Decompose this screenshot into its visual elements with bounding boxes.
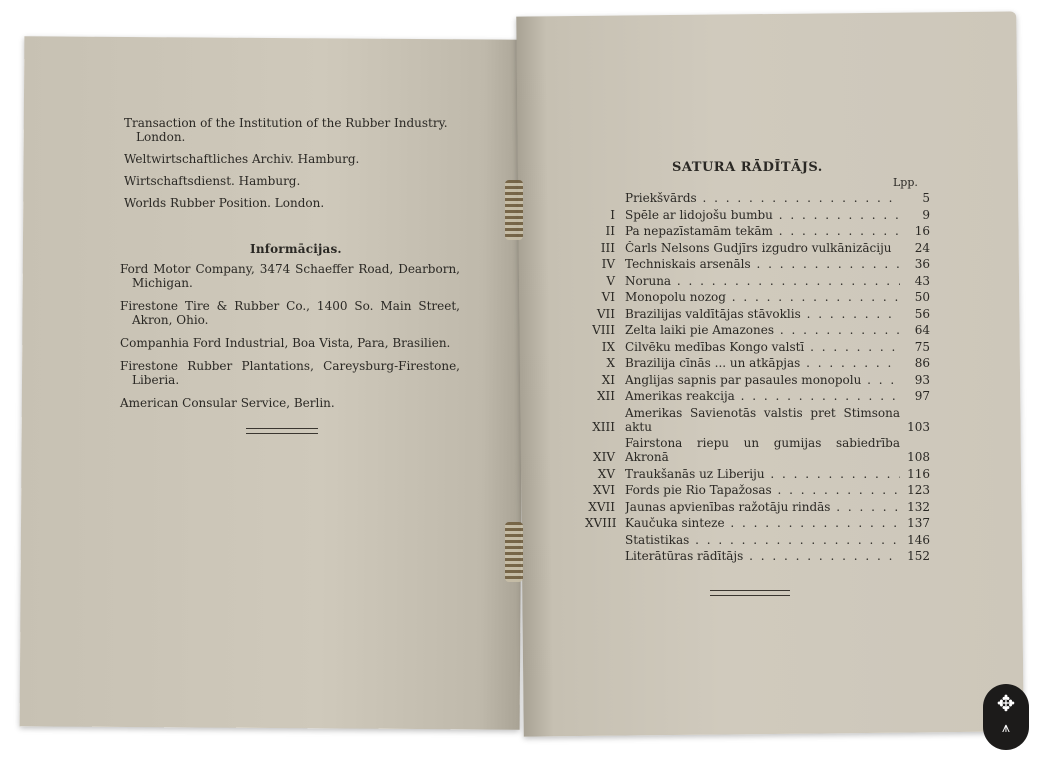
toc-row xyxy=(585,323,930,337)
toc-page-number: 50 xyxy=(914,290,930,304)
toc-row xyxy=(585,389,930,403)
toc-row xyxy=(585,340,930,354)
divider-rule-right xyxy=(710,590,790,596)
toc-page-number: 132 xyxy=(907,499,930,514)
toc-chapter-number: XIV xyxy=(593,450,615,464)
toc-chapter-title: Traukšanās uz Liberiju . . . xyxy=(625,467,900,481)
toc-chapter-title: Zelta laiki pie Amazones . . . xyxy=(625,323,900,337)
toc-row xyxy=(585,224,930,238)
toc-chapter-number: XV xyxy=(597,466,615,481)
toc-chapter-number: VI xyxy=(601,290,615,304)
toc-page-number: 93 xyxy=(914,372,930,387)
toc-row xyxy=(585,373,930,387)
toc-row xyxy=(585,500,930,514)
bibliography-item: Wirtschaftsdienst. Hamburg. xyxy=(124,174,301,188)
info-list xyxy=(120,262,460,419)
binding-thread-bottom xyxy=(505,522,523,582)
toc-row xyxy=(585,533,930,547)
toc-row xyxy=(585,290,930,304)
toc-chapter-number: XII xyxy=(596,389,615,403)
toc-chapter-title: Pa nepazīstamām tekām . . . xyxy=(625,224,900,238)
table-of-contents xyxy=(585,191,930,566)
toc-chapter-title: Amerikas reakcija . . . xyxy=(625,389,900,403)
toc-row xyxy=(585,483,930,497)
toc-chapter-number: II xyxy=(605,224,615,238)
toc-chapter-title: Kaučuka sinteze . . . xyxy=(625,516,900,530)
toc-chapter-title: Amerikas Savienotās valstis pret Stimsona aktu xyxy=(625,405,900,434)
toc-chapter-number: IX xyxy=(601,339,615,354)
toc-chapter-title: Monopolu nozog . . . xyxy=(625,290,900,304)
toc-chapter-title: Techniskais arsenāls . . . xyxy=(625,257,900,271)
toc-row xyxy=(585,241,930,255)
bibliography-item: Weltwirtschaftliches Archiv. Hamburg. xyxy=(124,152,360,166)
divider-rule-left xyxy=(246,428,318,434)
toc-page-number: 123 xyxy=(907,483,930,497)
toc-chapter-title: Fords pie Rio Tapažosas . . . xyxy=(625,483,900,497)
toc-page-number: 64 xyxy=(914,323,930,337)
toc-row xyxy=(585,436,930,464)
bibliography-item: Transaction of the Institution of the Rubber Industry. London. xyxy=(124,116,448,144)
info-heading: Informācijas. xyxy=(250,242,342,256)
info-item: Firestone Rubber Plantations, Careysburg-Firestone, Liberia. xyxy=(120,359,460,387)
toc-chapter-number: XVII xyxy=(588,499,615,514)
toc-page-number: 146 xyxy=(907,532,930,547)
toc-page-number: 5 xyxy=(922,191,930,205)
toc-page-number: 86 xyxy=(914,356,930,370)
toc-chapter-number: VIII xyxy=(592,323,615,337)
info-item: Firestone Tire & Rubber Co., 1400 So. Main Street, Akron, Ohio. xyxy=(120,299,460,327)
toc-row xyxy=(585,274,930,288)
watermark-logo xyxy=(983,684,1029,750)
toc-chapter-title: Jaunas apvienības ražotāju rindās . . . xyxy=(625,500,900,514)
toc-chapter-number: III xyxy=(600,240,615,255)
toc-chapter-number: VII xyxy=(596,306,615,321)
toc-page-number: 116 xyxy=(907,466,930,481)
toc-title: SATURA RĀDĪTĀJS. xyxy=(672,160,823,175)
toc-row xyxy=(585,208,930,222)
toc-page-number: 36 xyxy=(914,257,930,271)
toc-row xyxy=(585,191,930,205)
toc-page-number: 137 xyxy=(907,516,930,530)
toc-chapter-number: XVIII xyxy=(585,516,617,530)
toc-page-number: 108 xyxy=(907,450,930,464)
binding-thread-top xyxy=(505,180,523,240)
toc-chapter-title: Fairstona riepu un gumijas sabiedrība Akronā xyxy=(625,436,900,464)
toc-page-number: 56 xyxy=(914,306,930,321)
toc-chapter-title: Statistikas . . . xyxy=(625,533,900,547)
toc-row xyxy=(585,257,930,271)
toc-page-number: 16 xyxy=(914,224,930,238)
info-item: Companhia Ford Industrial, Boa Vista, Para, Brasilien. xyxy=(120,336,451,350)
toc-page-number: 43 xyxy=(914,273,930,288)
info-item: American Consular Service, Berlin. xyxy=(120,396,335,410)
toc-row xyxy=(585,356,930,370)
toc-chapter-title: Spēle ar lidojošu bumbu . . . xyxy=(625,208,900,222)
toc-page-number: 9 xyxy=(922,207,930,222)
toc-page-label: Lpp. xyxy=(893,176,918,189)
toc-chapter-title: Noruna . . . xyxy=(625,274,900,288)
toc-page-number: 97 xyxy=(914,389,930,403)
toc-chapter-title: Brazilijas valdītājas stāvoklis . . . xyxy=(625,307,900,321)
ornament-icon: ✥ xyxy=(996,692,1016,717)
bibliography-list xyxy=(124,116,464,218)
toc-chapter-number: X xyxy=(606,356,615,370)
toc-chapter-number: V xyxy=(606,273,615,288)
toc-page-number: 24 xyxy=(914,240,930,255)
info-item: Ford Motor Company, 3474 Schaeffer Road, Dearborn, Michigan. xyxy=(120,262,460,290)
ornament-mark-icon: ⩚ xyxy=(1002,720,1010,736)
toc-chapter-number: I xyxy=(610,207,615,222)
toc-row xyxy=(585,406,930,434)
toc-row xyxy=(585,549,930,563)
toc-chapter-title: Priekšvārds . . . xyxy=(625,191,900,205)
toc-chapter-title: Literātūras rādītājs . . . xyxy=(625,549,900,563)
toc-row xyxy=(585,307,930,321)
toc-row xyxy=(585,516,930,530)
toc-page-number: 75 xyxy=(914,339,930,354)
toc-chapter-title: Brazilija cīnās ... un atkāpjas . . . xyxy=(625,356,900,370)
bibliography-item: Worlds Rubber Position. London. xyxy=(124,196,325,210)
toc-page-number: 152 xyxy=(907,549,930,563)
toc-chapter-number: XIII xyxy=(592,419,615,434)
toc-chapter-title: Anglijas sapnis par pasaules monopolu . . . xyxy=(625,373,900,387)
toc-row xyxy=(585,467,930,481)
toc-chapter-number: XVI xyxy=(593,483,615,497)
toc-chapter-number: IV xyxy=(601,257,615,271)
toc-chapter-title: Čarls Nelsons Gudjīrs izgudro vulkānizāciju xyxy=(625,240,892,255)
toc-chapter-number: XI xyxy=(601,372,615,387)
toc-page-number: 103 xyxy=(907,419,930,434)
toc-chapter-title: Cilvēku medības Kongo valstī . . . xyxy=(625,340,900,354)
